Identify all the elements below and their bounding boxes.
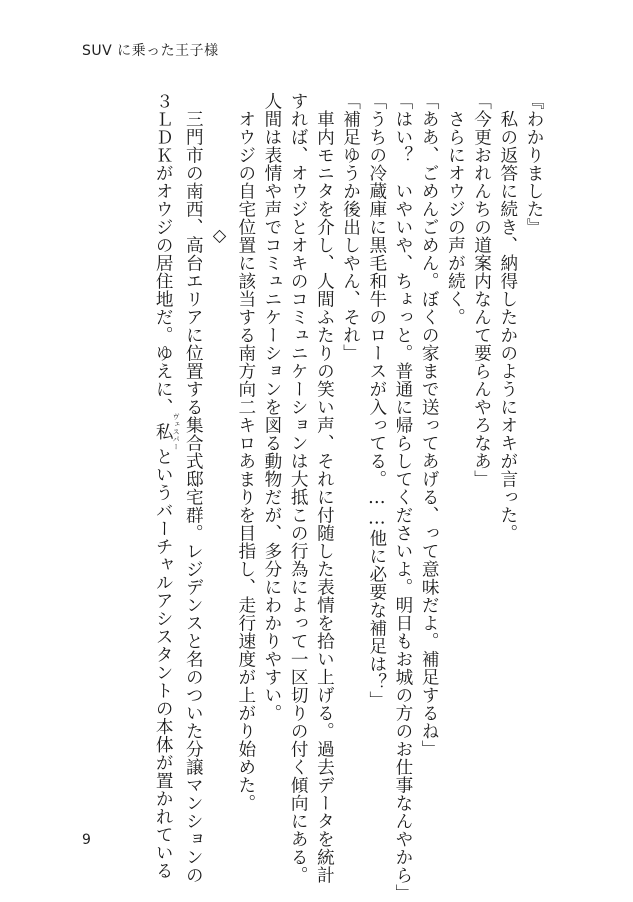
text-line: 「ああ、ごめんごめん。ぼくの家まで送ってあげる、って意味だよ。補足するね」 <box>419 92 440 758</box>
text-line-with-ruby <box>150 92 181 880</box>
scene-separator: ◇ <box>209 225 230 247</box>
text-line: 車内モニタを介し、人間ふたりの笑い声、それに付随した表情を拾い上げる。過去データを統計 <box>314 109 335 884</box>
text-line: 人間は表情や声でコミュニケーションを図る動物だが、多分にわかりやすい。 <box>261 92 282 722</box>
text-line: 「今更おれんちの道案内なんて要らんやろなあ」 <box>471 92 492 488</box>
text-line: 「うちの冷蔵庫に黒毛和牛のロースが入ってる。……他に必要な補足は？」 <box>366 92 387 709</box>
text-line: 「はい？ いやいや、ちょっと。普通に帰らしてくださいよ。明日もお城の方のお仕事なんやから」 <box>392 92 413 902</box>
text-line: さらにオウジの声が続く。 <box>445 109 466 326</box>
text-segment: ３ＬＤＫがオウジの居住地だ。ゆえに、 <box>153 92 174 416</box>
ruby-base: 私 <box>153 413 174 451</box>
text-line: 「補足ゆうか後出しやん、それ」 <box>340 92 361 362</box>
text-line: 私の返答に続き、納得したかのようにオキが言った。 <box>497 109 518 542</box>
vertical-body-text <box>150 92 547 902</box>
ruby-reading: ヴェスパー <box>172 413 181 451</box>
text-segment: というバーチャルアシスタントの本体が置かれている <box>153 447 174 880</box>
text-line: 『わかりました』 <box>524 92 544 236</box>
running-title: SUV に乗った王子様 <box>82 43 219 59</box>
text-line: すれば、オウジとオキのコミュニケーションは大抵この行為によって一区切りの付く傾向にある。 <box>288 92 309 884</box>
ruby-annotation <box>153 413 181 451</box>
page-number: 9 <box>82 832 91 848</box>
text-line: 三門市の南西、高台エリアに位置する集合式邸宅群。レジデンスと名のついた分譲マンションの <box>183 109 204 884</box>
text-line: オウジの自宅位置に該当する南方向二キロあまりを目指し、走行速度が上がり始めた。 <box>235 109 256 812</box>
